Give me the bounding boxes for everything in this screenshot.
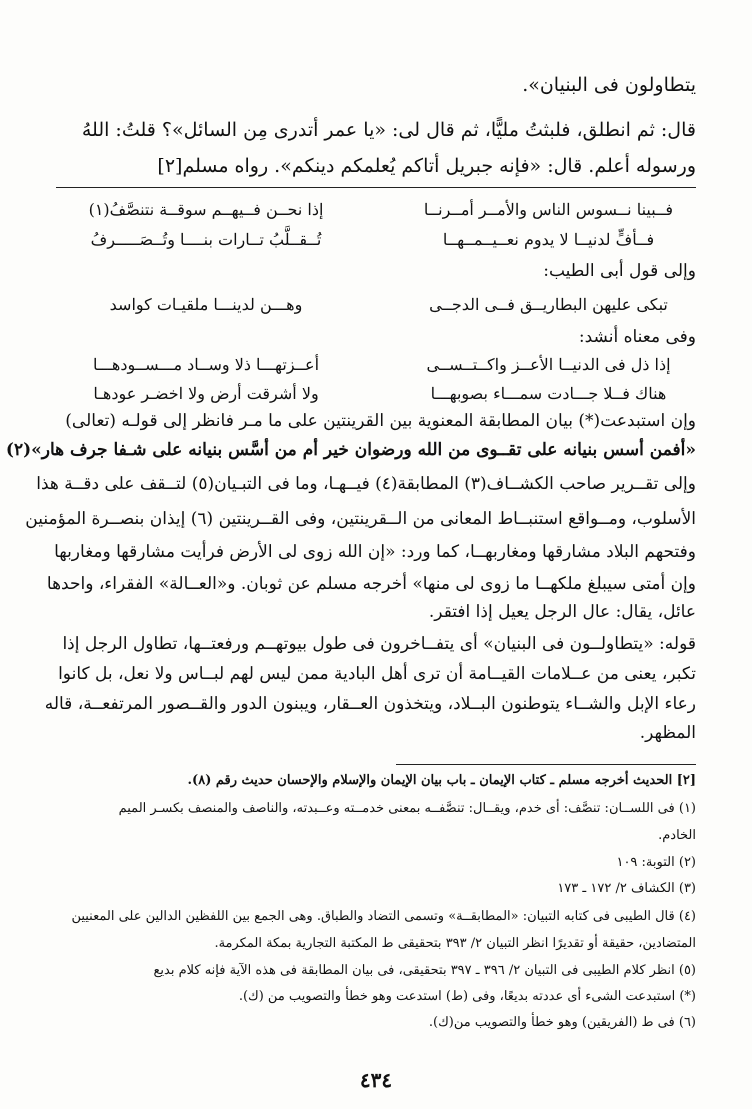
verse-intro: وفى معناه أنشد: bbox=[578, 327, 696, 347]
page-number: ٤٣٤ bbox=[359, 1068, 393, 1092]
footnote: (*) استبدعت الشىء أى عددته بديعًا، وفى (ط) استدعت وهو خطأ والتصويب من (ك). bbox=[238, 989, 696, 1004]
verse-first-hemistich: تبكى عليهن البطاريــق فــى الدجــى bbox=[429, 295, 668, 314]
verse-line bbox=[56, 227, 696, 253]
text-line: ورسوله أعلم. قال: «فإنه جبريل أتاكم يُعلمكم دينكم». رواه مسلم[٢] bbox=[157, 155, 696, 177]
verse-first-hemistich: فــبينا نــسوس الناس والأمــر أمــرنــا bbox=[423, 200, 674, 219]
verse-line bbox=[56, 292, 696, 318]
body-line: وإن أمتى سيبلغ ملكهــا ما زوى لى منها» أخرجه مسلم عن ثوبان. و«العــالة» الفقراء، واحدها bbox=[46, 574, 696, 594]
verse-intro: وإلى قول أبى الطيب: bbox=[543, 261, 696, 281]
footnote: (١) فى اللســان: تنصَّف: أى خدم، ويقــال: تنصَّفــه بمعنى خدمــته وعــبدته، والناصف والمنصف بكسـر الميم bbox=[118, 801, 696, 816]
verse-line bbox=[56, 381, 696, 407]
body-line: وإن استبدعت(*) بيان المطابقة المعنوية بين القرينتين على ما مـر فانظر إلى قولـه (تعالى) bbox=[65, 411, 696, 431]
body-line: المظهر. bbox=[639, 723, 696, 743]
body-line: عائل، يقال: عال الرجل يعيل إذا افتقر. bbox=[428, 602, 696, 622]
footnote: [٢] الحديث أخرجه مسلم ـ كتاب الإيمان ـ باب بيان الإيمان والإسلام والإحسان حديث رقم (٨). bbox=[187, 773, 696, 788]
verse-line bbox=[56, 352, 696, 378]
footnote: (٥) انظر كلام الطيبى فى التبيان ٢/ ٣٩٦ ـ ٣٩٧ بتحقيقى، فى بيان المطابقة فى هذه الآية فإنه كلام بديع bbox=[153, 963, 696, 978]
footnote: (٦) فى ط (الفريقين) وهو خطأ والتصويب من(ك). bbox=[428, 1015, 696, 1030]
verse-second-hemistich: أعــزتهـــا ذلا وســاد مـــســودهـــا bbox=[92, 355, 320, 374]
footnote: (٢) التوبة: ١٠٩ bbox=[616, 855, 696, 870]
quran-verse-line: «أفمن أسس بنيانه على تقــوى من الله ورضوان خير أم من أسَّس بنيانه على شـفا جرف هار»(٢) bbox=[5, 440, 696, 460]
body-line: الأسلوب، ومــواقع استنبــاط المعانى من الــقرينتين، وفى القــرينتين (٦) إيذان بنصــرة المؤمنين bbox=[25, 509, 696, 529]
verse-first-hemistich: إذا ذل فى الدنيــا الأعــز واكــتــســى bbox=[426, 355, 671, 374]
footnote: (٤) قال الطيبى فى كتابه التبيان: «المطابقــة» وتسمى التضاد والطباق. وهى الجمع بين اللفظين الدالين على المعنيين bbox=[71, 909, 696, 924]
verse-second-hemistich: تُــقــلَّبُ تــارات بنــــا وتُــصَـــــرفُ bbox=[90, 230, 322, 249]
body-line: قوله: «يتطاولــون فى البنيان» أى يتفــاخرون فى طول بيوتهــم ورفعتــها، تطاول الرجل إذا bbox=[62, 634, 696, 654]
verse-first-hemistich: فــأفٍّ لدنيــا لا يدوم نعــيــمــهــا bbox=[442, 230, 655, 249]
footnote-divider bbox=[396, 764, 696, 765]
footnote: (٣) الكشاف ٢/ ١٧٢ ـ ١٧٣ bbox=[557, 881, 696, 896]
text-line: قال: ثم انطلق، فلبثتُ مليًّا، ثم قال لى: «يا عمر أتدرى مِن السائل»؟ قلتُ: اللهُ bbox=[81, 119, 696, 141]
footnote: المتضادين، حقيقة أو تقديرًا انظر التبيان ٢/ ٣٩٣ بتحقيقى ط المكتبة التجارية بمكة المكرمة. bbox=[214, 936, 696, 951]
body-line: تكبر، يعنى من عــلامات القيــامة أن ترى أهل البادية ممن ليس لهم لبــاس ولا نعل، بل كانوا bbox=[58, 664, 696, 684]
body-line: وإلى تقــرير صاحب الكشــاف(٣) المطابقة(٤) فيــهـا، وما فى التبـيان(٥) لتــقف على دقــة هذا bbox=[36, 474, 696, 494]
verse-first-hemistich: هناك فــلا جـــادت سمـــاء بصوبهـــا bbox=[430, 384, 667, 403]
verse-line bbox=[56, 197, 696, 223]
text-line: يتطاولون فى البنيان». bbox=[522, 74, 696, 96]
verse-second-hemistich: وهـــن لدينـــا ملقيـات كواسد bbox=[109, 295, 303, 314]
verse-second-hemistich: إذا نحــن فــيهــم سوقــة نتنصَّفُ(١) bbox=[88, 200, 324, 219]
footnote: الخادم. bbox=[658, 828, 696, 843]
section-divider bbox=[56, 187, 696, 188]
verse-second-hemistich: ولا أشرقت أرض ولا اخضـر عودهـا bbox=[93, 384, 319, 403]
body-line: رعاء الإبل والشــاء يتوطنون البــلاد، ويتخذون العــقار، ويبنون الدور والقــصور المرتفعــة، قاله bbox=[44, 694, 696, 714]
body-line: وفتحهم البلاد مشارقها ومغاربهــا، كما ورد: «إن الله زوى لى الأرض فرأيت مشارقها ومغاربها bbox=[54, 542, 696, 562]
